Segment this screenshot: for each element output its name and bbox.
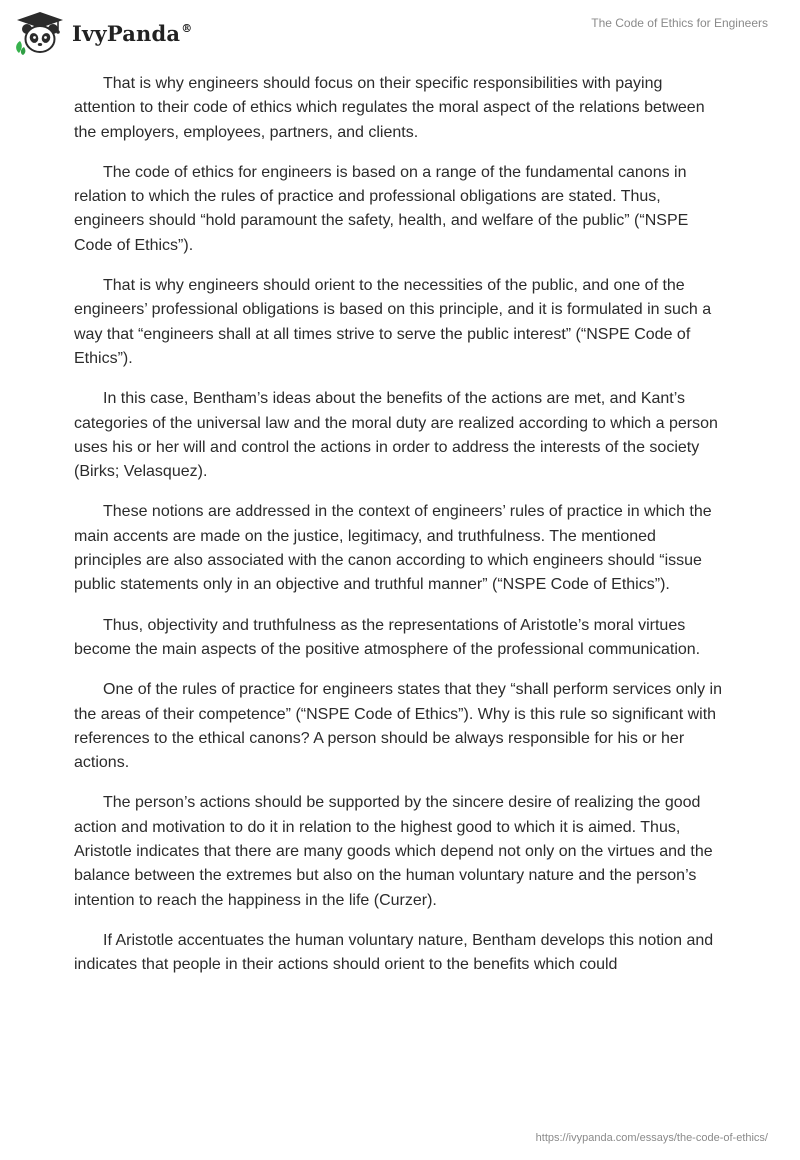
essay-body bbox=[74, 72, 724, 994]
registered-mark: ® bbox=[181, 21, 193, 35]
page-header bbox=[0, 0, 800, 62]
paragraph: In this case, Bentham’s ideas about the benefits of the actions are met, and Kant’s categories of the universal law and the moral duty are realized according to which a person uses his or her will and control the actions in order to address the interests of the society (Birks; Velasquez). bbox=[74, 390, 718, 481]
paragraph: If Aristotle accentuates the human voluntary nature, Bentham develops this notion and indicates that people in their actions should orient to the benefits which could bbox=[74, 931, 714, 974]
paragraph: That is why engineers should orient to the necessities of the public, and one of the engineers’ professional obligations is based on this principle, and it is formulated in such a way that “engineers shall at all times strive to serve the public interest” (“NSPE Code of Ethics”). bbox=[74, 277, 712, 367]
panda-graduation-cap-icon bbox=[14, 11, 66, 55]
paragraph: The person’s actions should be supported by the sincere desire of realizing the good action and motivation to do it in relation to the highest good to which it is aimed. Thus, Aristotle indicates that there are many goods which depend not only on the virtues and the balance between the extremes but also on the human voluntary nature and the person’s intention to reach the happiness in the life (Curzer). bbox=[74, 794, 713, 909]
paragraph: That is why engineers should focus on their specific responsibilities with paying attention to their code of ethics which regulates the moral aspect of the relations between the employers, employees, partners, and clients. bbox=[74, 75, 705, 141]
document-title: The Code of Ethics for Engineers bbox=[591, 16, 768, 30]
brand-text: IvyPanda bbox=[72, 20, 181, 46]
ivypanda-logo[interactable] bbox=[14, 8, 192, 58]
paragraph: One of the rules of practice for engineers states that they “shall perform services only in the areas of their competence” (“NSPE Code of Ethics”). Why is this rule so significant with references to the ethical canons? A person should be always responsible for his or her actions. bbox=[74, 681, 722, 772]
brand-name bbox=[72, 21, 192, 46]
paragraph: These notions are addressed in the context of engineers’ rules of practice in which the main accents are made on the justice, legitimacy, and truthfulness. The mentioned principles are also associated with the canon according to which engineers should “issue public statements only in an objective and truthful manner” (“NSPE Code of Ethics”). bbox=[74, 503, 712, 594]
paragraph: Thus, objectivity and truthfulness as the representations of Aristotle’s moral virtues become the main aspects of the positive atmosphere of the professional communication. bbox=[74, 616, 701, 658]
source-url[interactable]: https://ivypanda.com/essays/the-code-of-ethics/ bbox=[535, 1132, 768, 1144]
paragraph: The code of ethics for engineers is based on a range of the fundamental canons in relation to which the rules of practice and professional obligations are stated. Thus, engineers should “hold paramount the safety, health, and welfare of the public” (“NSPE Code of Ethics”). bbox=[74, 163, 689, 254]
